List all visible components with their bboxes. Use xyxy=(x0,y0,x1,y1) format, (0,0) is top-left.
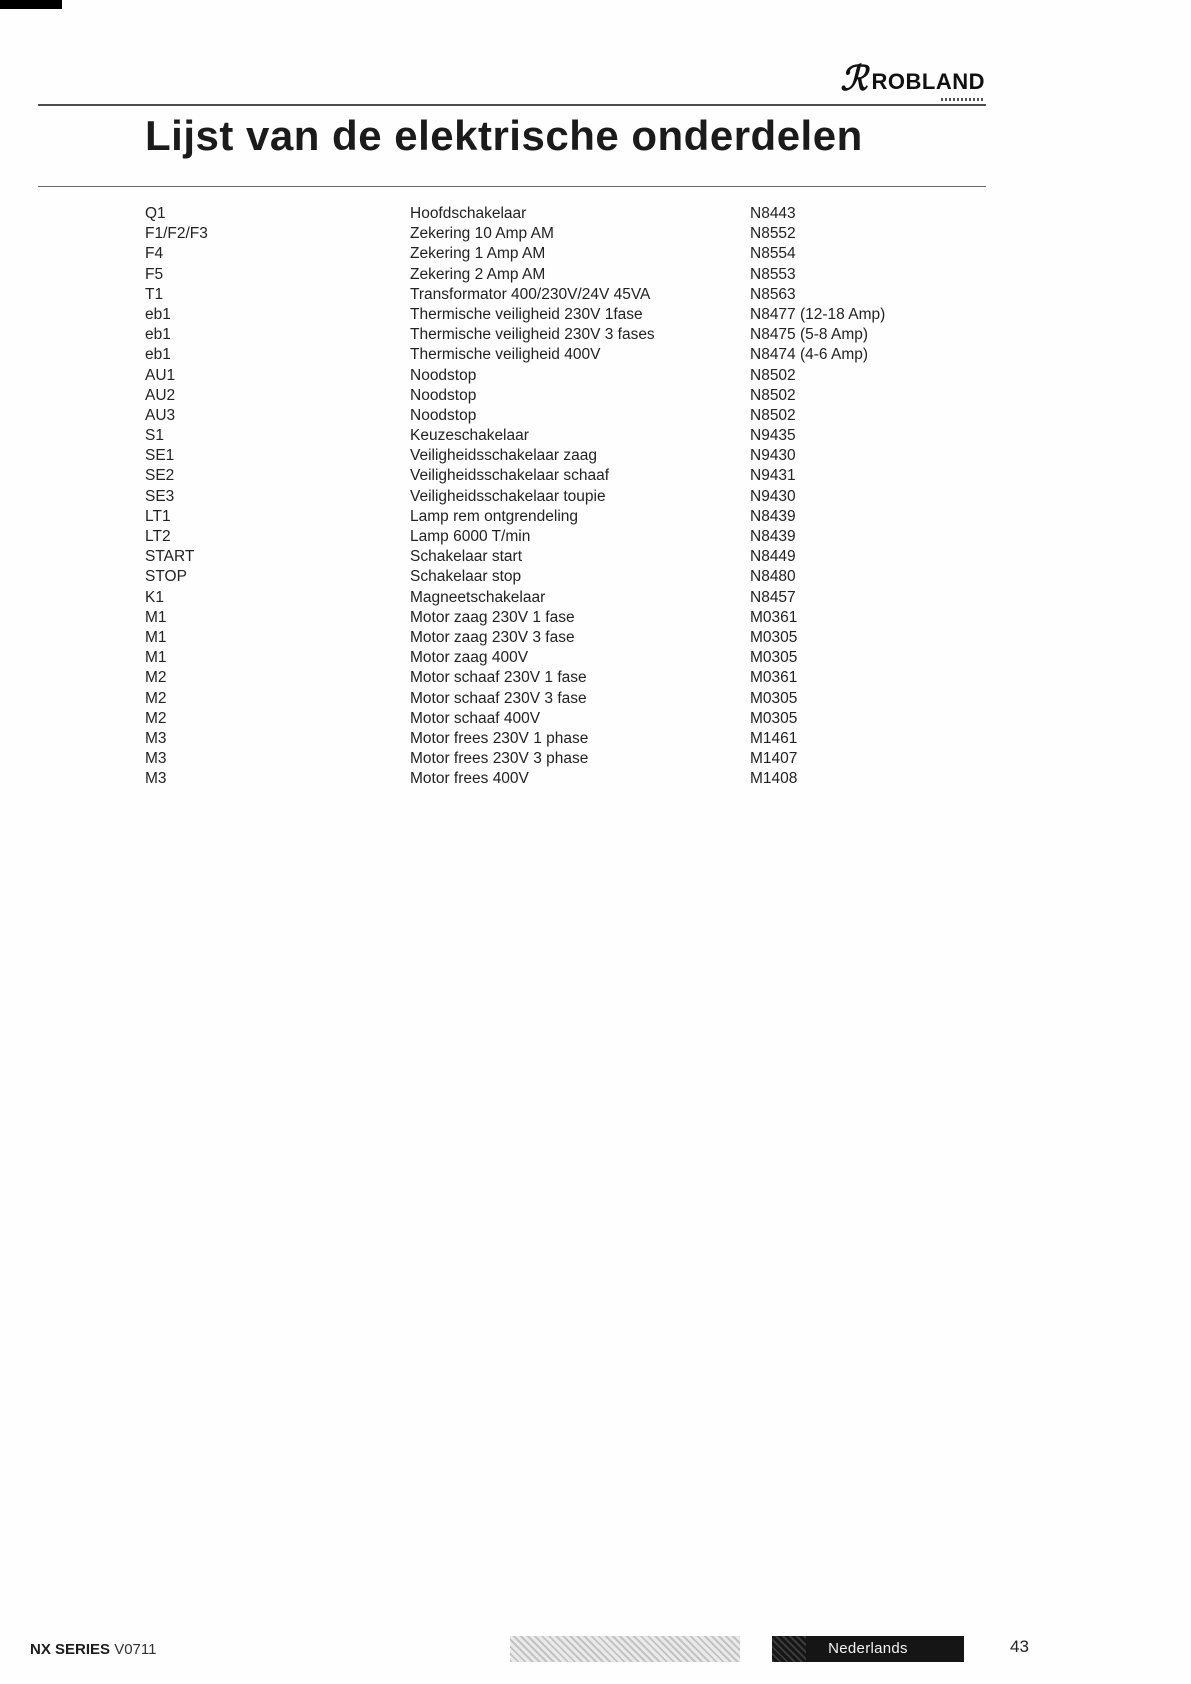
table-row xyxy=(145,588,1045,608)
table-row xyxy=(145,224,1045,244)
cell-part-number: N8480 xyxy=(750,568,796,586)
cell-description: Motor frees 230V 3 phase xyxy=(410,750,589,768)
cell-description: Schakelaar start xyxy=(410,548,522,566)
cell-part-number: N8502 xyxy=(750,406,796,424)
table-row xyxy=(145,366,1045,386)
table-row xyxy=(145,628,1045,648)
table-row xyxy=(145,547,1045,567)
cell-description: Lamp 6000 T/min xyxy=(410,528,531,545)
cell-code: M1 xyxy=(145,608,167,626)
cell-code: M2 xyxy=(145,689,167,707)
cell-code: F5 xyxy=(145,265,164,283)
cell-description: Motor schaaf 230V 1 fase xyxy=(410,669,587,687)
cell-description: Thermische veiligheid 400V xyxy=(410,346,601,364)
cell-part-number: N8477 (12-18 Amp) xyxy=(750,305,886,323)
table-row xyxy=(145,648,1045,668)
table-row xyxy=(145,466,1045,486)
table-row xyxy=(145,689,1045,709)
cell-part-number: N8443 xyxy=(750,205,796,222)
cell-description: Noodstop xyxy=(410,406,477,424)
table-row xyxy=(145,285,1045,305)
table-row xyxy=(145,709,1045,729)
cell-part-number: N9431 xyxy=(750,467,796,485)
cell-part-number: N8552 xyxy=(750,225,796,243)
cell-description: Magneetschakelaar xyxy=(410,588,546,606)
cell-code: M3 xyxy=(145,729,167,747)
cell-part-number: N8475 (5-8 Amp) xyxy=(750,326,869,344)
table-row xyxy=(145,567,1045,587)
table-row xyxy=(145,729,1045,749)
cell-description: Zekering 10 Amp AM xyxy=(410,225,554,243)
table-row xyxy=(145,749,1045,769)
cell-part-number: N8563 xyxy=(750,285,796,303)
cell-code: AU1 xyxy=(145,366,176,384)
cell-description: Motor schaaf 230V 3 fase xyxy=(410,689,587,707)
cell-part-number: M0361 xyxy=(750,608,798,626)
cell-part-number: M0305 xyxy=(750,689,798,707)
cell-part-number: M1461 xyxy=(750,729,798,747)
cell-code: SE3 xyxy=(145,487,175,505)
cell-part-number: N8439 xyxy=(750,528,796,545)
cell-part-number: M0361 xyxy=(750,669,798,687)
cell-code: AU3 xyxy=(145,406,176,424)
cell-description: Motor frees 230V 1 phase xyxy=(410,729,589,747)
cell-code: M2 xyxy=(145,669,167,687)
cell-description: Noodstop xyxy=(410,366,477,384)
cell-code: M2 xyxy=(145,709,167,727)
table-row xyxy=(145,668,1045,688)
logo-subtext xyxy=(941,98,983,101)
cell-code: M3 xyxy=(145,770,167,788)
cell-description: Noodstop xyxy=(410,386,477,404)
cell-description: Keuzeschakelaar xyxy=(410,427,529,445)
robland-logo-icon: ℛ xyxy=(840,59,868,99)
cell-code: K1 xyxy=(145,588,164,606)
cell-code: LT2 xyxy=(145,528,171,545)
cell-part-number: N8457 xyxy=(750,588,796,606)
cell-part-number: N8554 xyxy=(750,245,796,263)
cell-code: S1 xyxy=(145,427,164,445)
series-version: V0711 xyxy=(114,1641,157,1658)
page-number: 43 xyxy=(1010,1637,1029,1656)
cell-part-number: N8439 xyxy=(750,507,796,525)
cell-code: eb1 xyxy=(145,346,171,364)
cell-code: START xyxy=(145,548,195,566)
cell-part-number: M1407 xyxy=(750,750,798,768)
cell-description: Motor zaag 230V 1 fase xyxy=(410,608,575,626)
cell-description: Motor zaag 230V 3 fase xyxy=(410,628,575,646)
cell-description: Schakelaar stop xyxy=(410,568,522,586)
cell-code: eb1 xyxy=(145,305,171,323)
scan-artifact xyxy=(0,0,62,9)
table-row xyxy=(145,426,1045,446)
cell-description: Transformator 400/230V/24V 45VA xyxy=(410,285,651,303)
cell-description: Veiligheidsschakelaar toupie xyxy=(410,487,606,505)
cell-code: AU2 xyxy=(145,386,176,404)
cell-part-number: N8474 (4-6 Amp) xyxy=(750,346,869,364)
table-row xyxy=(145,507,1045,527)
table-row xyxy=(145,769,1045,789)
cell-code: LT1 xyxy=(145,507,171,525)
table-row xyxy=(145,527,1045,547)
footer-hatch-decoration xyxy=(510,1636,740,1662)
cell-code: SE2 xyxy=(145,467,175,485)
cell-description: Veiligheidsschakelaar schaaf xyxy=(410,467,610,485)
table-row xyxy=(145,325,1045,345)
cell-code: F4 xyxy=(145,245,164,263)
cell-description: Hoofdschakelaar xyxy=(410,205,527,222)
cell-code: SE1 xyxy=(145,447,175,465)
cell-part-number: M0305 xyxy=(750,628,798,646)
table-row xyxy=(145,608,1045,628)
cell-part-number: N9430 xyxy=(750,487,796,505)
cell-code: F1/F2/F3 xyxy=(145,225,208,243)
series-name: NX SERIES xyxy=(30,1641,111,1658)
footer-series xyxy=(30,1641,156,1658)
table-row xyxy=(145,487,1045,507)
language-badge: Nederlands xyxy=(772,1636,964,1662)
page-title: Lijst van de elektrische onderdelen xyxy=(145,112,863,159)
cell-description: Zekering 1 Amp AM xyxy=(410,245,546,263)
table-row xyxy=(145,345,1045,365)
cell-code: Q1 xyxy=(145,205,166,222)
header-rule xyxy=(38,104,986,106)
cell-part-number: N9430 xyxy=(750,447,796,465)
cell-code: eb1 xyxy=(145,326,171,344)
table-row xyxy=(145,305,1045,325)
cell-description: Motor schaaf 400V xyxy=(410,709,541,727)
cell-description: Zekering 2 Amp AM xyxy=(410,265,546,283)
cell-part-number: N9435 xyxy=(750,427,796,445)
cell-part-number: N8502 xyxy=(750,366,796,384)
cell-code: M1 xyxy=(145,628,167,646)
title-rule xyxy=(38,186,986,187)
cell-part-number: M0305 xyxy=(750,649,798,667)
cell-description: Veiligheidsschakelaar zaag xyxy=(410,447,597,465)
cell-part-number: M1408 xyxy=(750,770,798,788)
table-row xyxy=(145,386,1045,406)
table-row xyxy=(145,406,1045,426)
cell-description: Thermische veiligheid 230V 3 fases xyxy=(410,326,655,344)
cell-description: Motor zaag 400V xyxy=(410,649,529,667)
cell-code: M3 xyxy=(145,750,167,768)
table-row xyxy=(145,244,1045,264)
cell-part-number: M0305 xyxy=(750,709,798,727)
table-row xyxy=(145,204,1045,224)
cell-part-number: N8553 xyxy=(750,265,796,283)
cell-part-number: N8449 xyxy=(750,548,796,566)
table-row xyxy=(145,446,1045,466)
cell-description: Lamp rem ontgrendeling xyxy=(410,507,579,525)
cell-part-number: N8502 xyxy=(750,386,796,404)
parts-table xyxy=(145,204,1045,789)
cell-description: Motor frees 400V xyxy=(410,770,529,788)
cell-code: M1 xyxy=(145,649,167,667)
cell-code: STOP xyxy=(145,568,187,586)
table-row xyxy=(145,265,1045,285)
cell-description: Thermische veiligheid 230V 1fase xyxy=(410,305,643,323)
brand-name: ROBLAND xyxy=(871,69,985,94)
cell-code: T1 xyxy=(145,285,164,303)
robland-logo xyxy=(840,59,985,99)
